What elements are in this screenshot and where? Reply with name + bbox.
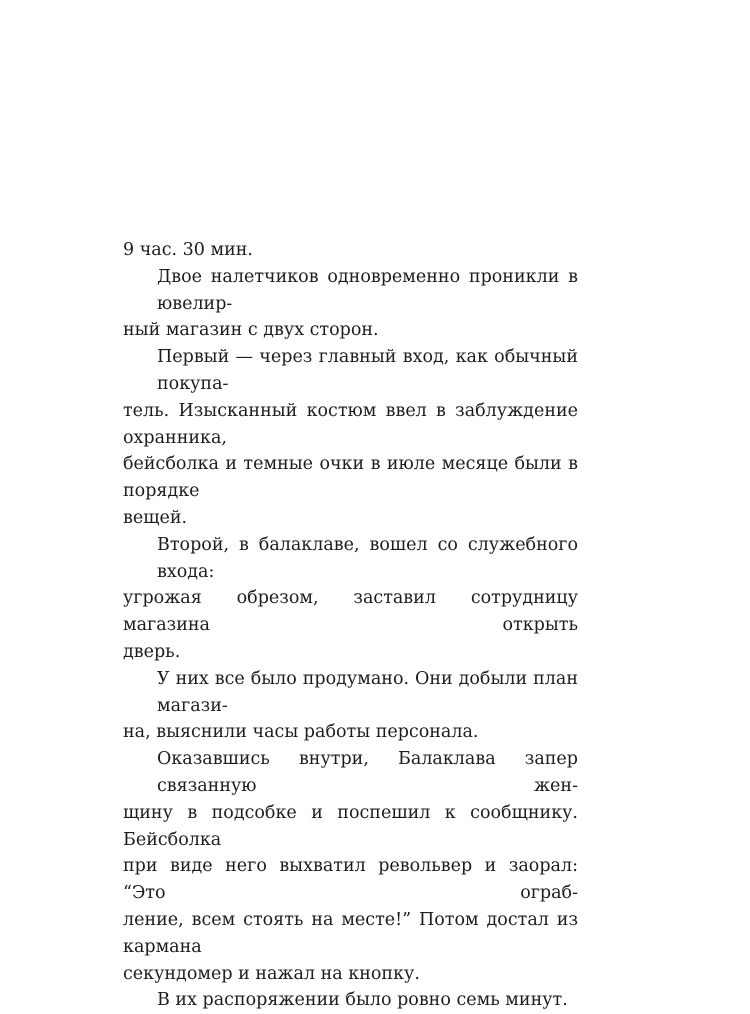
text-line: У них все было продумано. Они добыли план магази- [157, 668, 578, 716]
text-line: угрожая обрезом, заставил сотрудницу магазина открыть [123, 588, 578, 636]
text-line: ление, всем стоять на месте!” Потом достал из кармана [123, 909, 578, 957]
text-line: на, выяснили часы работы персонала. [123, 722, 479, 743]
text-line: при виде него выхватил револьвер и заорал: “Это ограб- [123, 856, 578, 904]
text-line: Второй, в балаклаве, вошел со служебного входа: [157, 534, 578, 582]
text-line: тель. Изысканный костюм ввел в заблуждение охранника, [123, 400, 578, 448]
text-line: Первый — через главный вход, как обычный покупа- [157, 347, 578, 394]
text-line: ный магазин с двух сторон. [123, 320, 379, 341]
page-text [123, 237, 578, 1014]
time-heading: 9 час. 30 мин. [123, 240, 253, 260]
text-line: дверь. [123, 641, 181, 662]
text-line: щину в подсобке и поспешил к сообщнику. Бейсболка [123, 802, 578, 850]
text-line: Двое налетчиков одновременно проникли в ювелир- [157, 266, 578, 314]
text-line: секундомер и нажал на кнопку. [123, 963, 420, 984]
text-line: бейсболка и темные очки в июле месяце были в порядке [123, 454, 578, 502]
text-line: В их распоряжении было ровно семь минут. [157, 990, 568, 1011]
text-line: вещей. [123, 507, 188, 528]
text-line: Оказавшись внутри, Балаклава запер связанную жен- [157, 749, 578, 796]
